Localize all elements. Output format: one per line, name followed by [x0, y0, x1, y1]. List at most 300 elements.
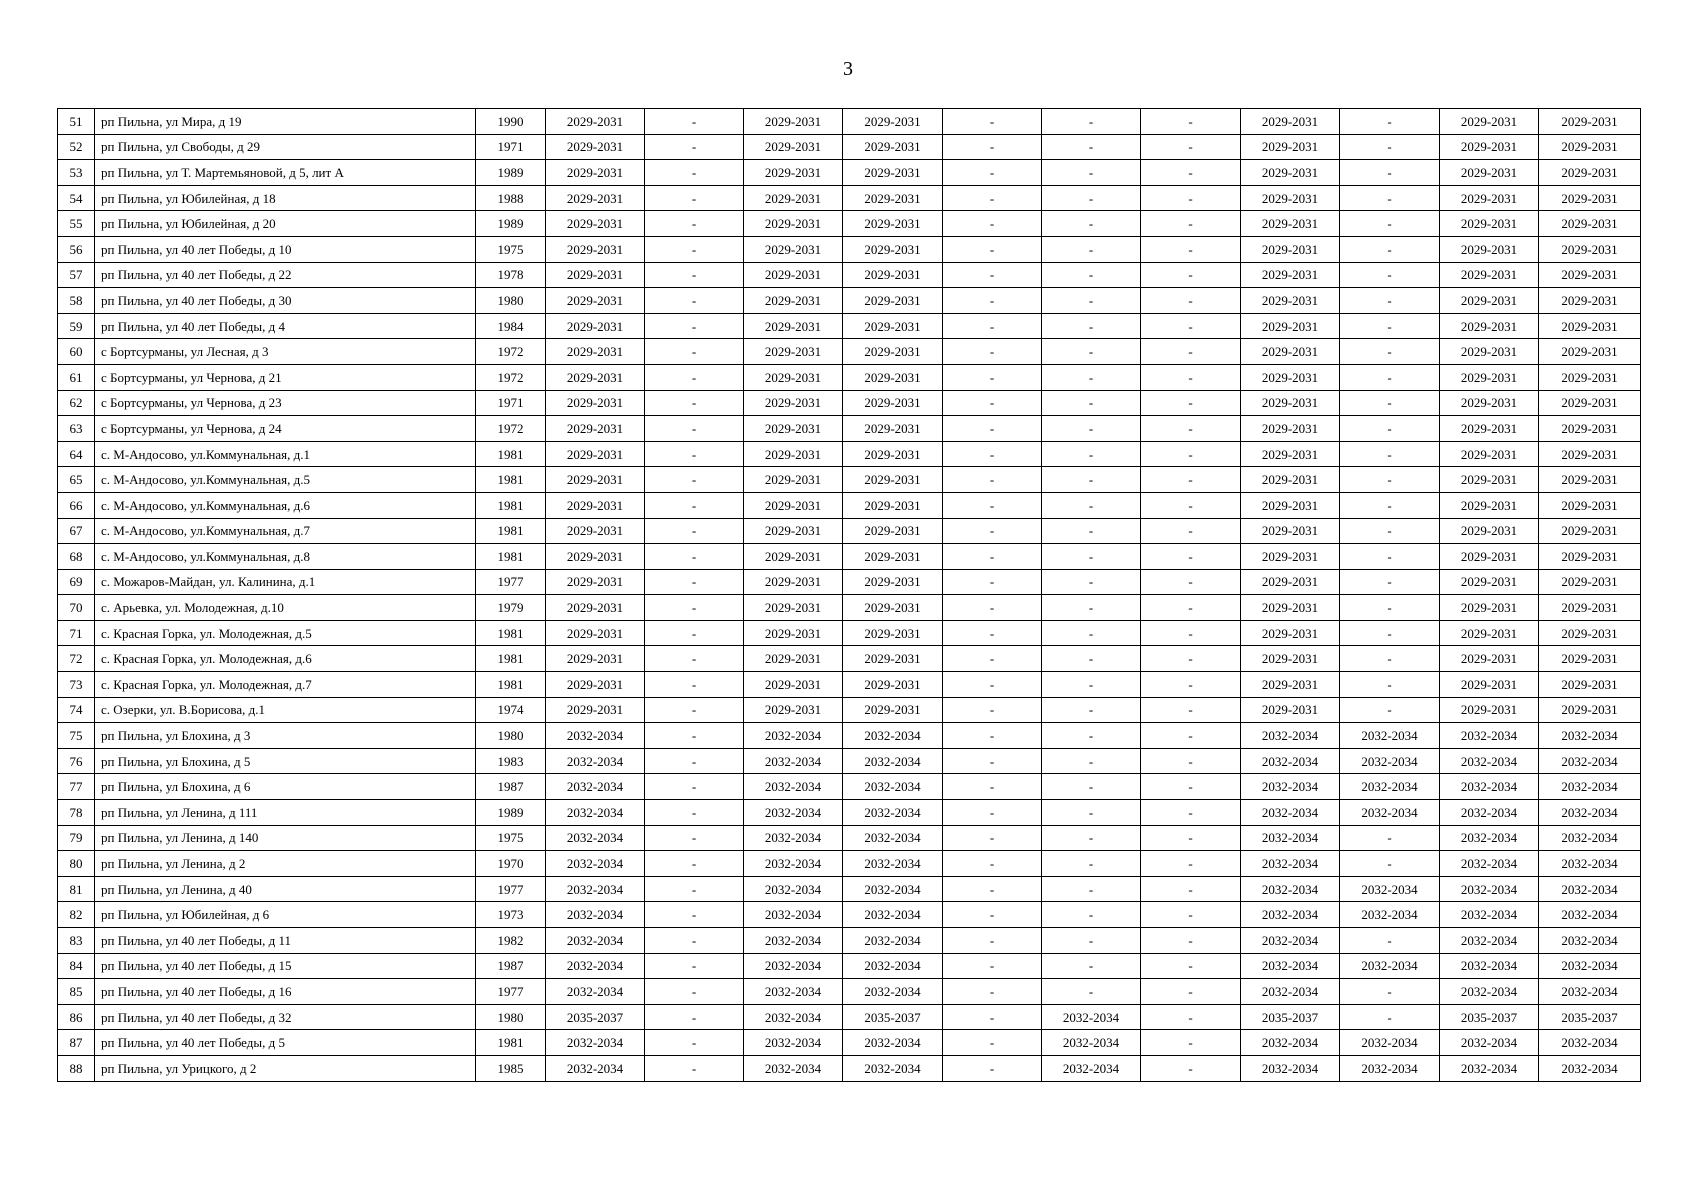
- work-period-cell-8: 2029-2031: [1241, 211, 1340, 237]
- work-period-cell-7: -: [1141, 1004, 1241, 1030]
- address-cell: с. М-Андосово, ул.Коммунальная, д.7: [95, 518, 476, 544]
- work-period-cell-6: -: [1042, 774, 1141, 800]
- work-period-cell-2: -: [645, 800, 744, 826]
- work-period-cell-2: -: [645, 236, 744, 262]
- work-period-cell-8: 2029-2031: [1241, 109, 1340, 135]
- row-number-cell: 88: [58, 1055, 95, 1081]
- table-row: [58, 672, 1641, 698]
- work-period-cell-11: 2032-2034: [1539, 902, 1641, 928]
- table-row: [58, 876, 1641, 902]
- table-row: [58, 339, 1641, 365]
- work-period-cell-1: 2029-2031: [546, 544, 645, 570]
- work-period-cell-5: -: [943, 876, 1042, 902]
- address-cell: с Бортсурманы, ул Чернова, д 24: [95, 416, 476, 442]
- work-period-cell-6: -: [1042, 595, 1141, 621]
- work-period-cell-9: 2032-2034: [1340, 902, 1440, 928]
- work-period-cell-7: -: [1141, 723, 1241, 749]
- work-period-cell-10: 2032-2034: [1440, 748, 1539, 774]
- table-row: [58, 467, 1641, 493]
- work-period-cell-4: 2029-2031: [843, 492, 943, 518]
- work-period-cell-11: 2032-2034: [1539, 825, 1641, 851]
- work-period-cell-1: 2029-2031: [546, 672, 645, 698]
- work-period-cell-2: -: [645, 262, 744, 288]
- table-row: [58, 595, 1641, 621]
- work-period-cell-9: -: [1340, 441, 1440, 467]
- work-period-cell-9: -: [1340, 672, 1440, 698]
- work-period-cell-11: 2029-2031: [1539, 646, 1641, 672]
- work-period-cell-2: -: [645, 1004, 744, 1030]
- table-row: [58, 262, 1641, 288]
- work-period-cell-10: 2029-2031: [1440, 339, 1539, 365]
- work-period-cell-1: 2032-2034: [546, 851, 645, 877]
- work-period-cell-8: 2029-2031: [1241, 288, 1340, 314]
- work-period-cell-10: 2029-2031: [1440, 364, 1539, 390]
- table-row: [58, 441, 1641, 467]
- year-built-cell: 1981: [476, 492, 546, 518]
- year-built-cell: 1987: [476, 953, 546, 979]
- work-period-cell-11: 2029-2031: [1539, 569, 1641, 595]
- work-period-cell-8: 2029-2031: [1241, 236, 1340, 262]
- work-period-cell-6: -: [1042, 953, 1141, 979]
- work-period-cell-6: -: [1042, 697, 1141, 723]
- work-period-cell-7: -: [1141, 288, 1241, 314]
- table-body: [58, 109, 1641, 1082]
- row-number-cell: 78: [58, 800, 95, 826]
- work-period-cell-7: -: [1141, 1030, 1241, 1056]
- work-period-cell-11: 2029-2031: [1539, 236, 1641, 262]
- work-period-cell-11: 2029-2031: [1539, 364, 1641, 390]
- work-period-cell-10: 2029-2031: [1440, 288, 1539, 314]
- work-period-cell-11: 2029-2031: [1539, 416, 1641, 442]
- work-period-cell-6: -: [1042, 544, 1141, 570]
- work-period-cell-1: 2029-2031: [546, 518, 645, 544]
- work-period-cell-2: -: [645, 134, 744, 160]
- row-number-cell: 84: [58, 953, 95, 979]
- work-period-cell-5: -: [943, 902, 1042, 928]
- address-cell: рп Пильна, ул 40 лет Победы, д 11: [95, 928, 476, 954]
- work-period-cell-5: -: [943, 1004, 1042, 1030]
- work-period-cell-7: -: [1141, 313, 1241, 339]
- address-cell: рп Пильна, ул Юбилейная, д 6: [95, 902, 476, 928]
- work-period-cell-11: 2029-2031: [1539, 160, 1641, 186]
- work-period-cell-9: -: [1340, 979, 1440, 1005]
- work-period-cell-7: -: [1141, 620, 1241, 646]
- work-period-cell-5: -: [943, 928, 1042, 954]
- work-period-cell-6: -: [1042, 825, 1141, 851]
- work-period-cell-9: -: [1340, 620, 1440, 646]
- work-period-cell-1: 2029-2031: [546, 134, 645, 160]
- work-period-cell-11: 2029-2031: [1539, 518, 1641, 544]
- row-number-cell: 64: [58, 441, 95, 467]
- work-period-cell-6: -: [1042, 441, 1141, 467]
- row-number-cell: 58: [58, 288, 95, 314]
- work-period-cell-3: 2029-2031: [744, 262, 843, 288]
- work-period-cell-1: 2029-2031: [546, 620, 645, 646]
- address-cell: с. М-Андосово, ул.Коммунальная, д.6: [95, 492, 476, 518]
- work-period-cell-5: -: [943, 160, 1042, 186]
- work-period-cell-6: -: [1042, 134, 1141, 160]
- table-row: [58, 313, 1641, 339]
- work-period-cell-4: 2029-2031: [843, 390, 943, 416]
- work-period-cell-3: 2032-2034: [744, 928, 843, 954]
- work-period-cell-5: -: [943, 672, 1042, 698]
- address-cell: с. Арьевка, ул. Молодежная, д.10: [95, 595, 476, 621]
- table-row: [58, 697, 1641, 723]
- work-period-cell-2: -: [645, 697, 744, 723]
- work-period-cell-7: -: [1141, 544, 1241, 570]
- work-period-cell-11: 2029-2031: [1539, 441, 1641, 467]
- work-period-cell-9: 2032-2034: [1340, 800, 1440, 826]
- year-built-cell: 1971: [476, 390, 546, 416]
- work-period-cell-1: 2032-2034: [546, 953, 645, 979]
- work-period-cell-4: 2032-2034: [843, 825, 943, 851]
- work-period-cell-9: -: [1340, 544, 1440, 570]
- work-period-cell-2: -: [645, 1055, 744, 1081]
- work-period-cell-11: 2029-2031: [1539, 288, 1641, 314]
- work-period-cell-5: -: [943, 313, 1042, 339]
- work-period-cell-1: 2029-2031: [546, 441, 645, 467]
- year-built-cell: 1981: [476, 467, 546, 493]
- table-row: [58, 723, 1641, 749]
- work-period-cell-10: 2032-2034: [1440, 928, 1539, 954]
- work-period-cell-2: -: [645, 979, 744, 1005]
- work-period-cell-7: -: [1141, 185, 1241, 211]
- table-row: [58, 1055, 1641, 1081]
- work-period-cell-3: 2029-2031: [744, 313, 843, 339]
- table-row: [58, 236, 1641, 262]
- work-period-cell-2: -: [645, 544, 744, 570]
- work-period-cell-10: 2032-2034: [1440, 723, 1539, 749]
- work-period-cell-2: -: [645, 646, 744, 672]
- address-cell: рп Пильна, ул 40 лет Победы, д 15: [95, 953, 476, 979]
- work-period-cell-3: 2032-2034: [744, 825, 843, 851]
- work-period-cell-3: 2029-2031: [744, 467, 843, 493]
- work-period-cell-11: 2032-2034: [1539, 748, 1641, 774]
- work-period-cell-10: 2029-2031: [1440, 569, 1539, 595]
- work-period-cell-4: 2032-2034: [843, 1055, 943, 1081]
- work-period-cell-9: -: [1340, 339, 1440, 365]
- address-cell: рп Пильна, ул Свободы, д 29: [95, 134, 476, 160]
- row-number-cell: 66: [58, 492, 95, 518]
- row-number-cell: 69: [58, 569, 95, 595]
- work-period-cell-10: 2029-2031: [1440, 697, 1539, 723]
- address-cell: рп Пильна, ул Блохина, д 6: [95, 774, 476, 800]
- work-period-cell-8: 2032-2034: [1241, 800, 1340, 826]
- work-period-cell-3: 2029-2031: [744, 672, 843, 698]
- work-period-cell-3: 2032-2034: [744, 1055, 843, 1081]
- work-period-cell-4: 2029-2031: [843, 160, 943, 186]
- row-number-cell: 74: [58, 697, 95, 723]
- address-cell: с. М-Андосово, ул.Коммунальная, д.5: [95, 467, 476, 493]
- work-period-cell-7: -: [1141, 979, 1241, 1005]
- work-period-cell-9: -: [1340, 134, 1440, 160]
- work-period-cell-8: 2032-2034: [1241, 748, 1340, 774]
- work-period-cell-4: 2032-2034: [843, 876, 943, 902]
- work-period-cell-9: -: [1340, 1004, 1440, 1030]
- work-period-cell-6: -: [1042, 876, 1141, 902]
- work-period-cell-7: -: [1141, 467, 1241, 493]
- work-period-cell-5: -: [943, 620, 1042, 646]
- work-period-cell-4: 2032-2034: [843, 851, 943, 877]
- work-period-cell-6: -: [1042, 620, 1141, 646]
- work-period-cell-7: -: [1141, 646, 1241, 672]
- work-period-cell-9: -: [1340, 160, 1440, 186]
- work-period-cell-9: -: [1340, 236, 1440, 262]
- work-period-cell-3: 2029-2031: [744, 236, 843, 262]
- work-period-cell-6: -: [1042, 748, 1141, 774]
- work-period-cell-10: 2032-2034: [1440, 876, 1539, 902]
- work-period-cell-4: 2029-2031: [843, 544, 943, 570]
- work-period-cell-3: 2029-2031: [744, 595, 843, 621]
- address-cell: рп Пильна, ул Т. Мартемьяновой, д 5, лит А: [95, 160, 476, 186]
- address-cell: рп Пильна, ул 40 лет Победы, д 16: [95, 979, 476, 1005]
- work-period-cell-3: 2032-2034: [744, 774, 843, 800]
- table-row: [58, 748, 1641, 774]
- work-period-cell-1: 2029-2031: [546, 467, 645, 493]
- work-period-cell-11: 2029-2031: [1539, 134, 1641, 160]
- work-period-cell-10: 2029-2031: [1440, 236, 1539, 262]
- work-period-cell-6: -: [1042, 211, 1141, 237]
- address-cell: рп Пильна, ул 40 лет Победы, д 22: [95, 262, 476, 288]
- work-period-cell-2: -: [645, 160, 744, 186]
- work-period-cell-7: -: [1141, 595, 1241, 621]
- work-period-cell-2: -: [645, 723, 744, 749]
- work-period-cell-6: -: [1042, 646, 1141, 672]
- work-period-cell-4: 2029-2031: [843, 697, 943, 723]
- year-built-cell: 1981: [476, 441, 546, 467]
- work-period-cell-6: -: [1042, 416, 1141, 442]
- work-period-cell-4: 2029-2031: [843, 595, 943, 621]
- work-period-cell-3: 2029-2031: [744, 544, 843, 570]
- address-cell: рп Пильна, ул Ленина, д 2: [95, 851, 476, 877]
- year-built-cell: 1972: [476, 339, 546, 365]
- address-cell: рп Пильна, ул 40 лет Победы, д 5: [95, 1030, 476, 1056]
- year-built-cell: 1970: [476, 851, 546, 877]
- work-period-cell-8: 2035-2037: [1241, 1004, 1340, 1030]
- table-row: [58, 390, 1641, 416]
- work-period-cell-8: 2029-2031: [1241, 262, 1340, 288]
- work-period-cell-7: -: [1141, 774, 1241, 800]
- work-period-cell-3: 2029-2031: [744, 620, 843, 646]
- work-period-cell-6: -: [1042, 236, 1141, 262]
- work-period-cell-3: 2032-2034: [744, 902, 843, 928]
- work-period-cell-7: -: [1141, 825, 1241, 851]
- page-number: 3: [843, 58, 853, 80]
- work-period-cell-7: -: [1141, 800, 1241, 826]
- work-period-cell-3: 2029-2031: [744, 416, 843, 442]
- work-period-cell-4: 2032-2034: [843, 902, 943, 928]
- work-period-cell-7: -: [1141, 876, 1241, 902]
- work-period-cell-9: 2032-2034: [1340, 1030, 1440, 1056]
- work-period-cell-4: 2029-2031: [843, 134, 943, 160]
- work-period-cell-11: 2029-2031: [1539, 262, 1641, 288]
- work-period-cell-7: -: [1141, 569, 1241, 595]
- work-period-cell-5: -: [943, 211, 1042, 237]
- work-period-cell-4: 2032-2034: [843, 723, 943, 749]
- row-number-cell: 65: [58, 467, 95, 493]
- work-period-cell-11: 2029-2031: [1539, 109, 1641, 135]
- row-number-cell: 67: [58, 518, 95, 544]
- address-cell: с. Красная Горка, ул. Молодежная, д.7: [95, 672, 476, 698]
- work-period-cell-3: 2029-2031: [744, 441, 843, 467]
- work-period-cell-11: 2032-2034: [1539, 851, 1641, 877]
- work-period-cell-8: 2029-2031: [1241, 595, 1340, 621]
- work-period-cell-9: -: [1340, 467, 1440, 493]
- work-period-cell-3: 2029-2031: [744, 211, 843, 237]
- work-period-cell-3: 2029-2031: [744, 185, 843, 211]
- work-period-cell-8: 2032-2034: [1241, 723, 1340, 749]
- year-built-cell: 1982: [476, 928, 546, 954]
- work-period-cell-9: -: [1340, 288, 1440, 314]
- work-period-cell-10: 2029-2031: [1440, 109, 1539, 135]
- year-built-cell: 1985: [476, 1055, 546, 1081]
- work-period-cell-2: -: [645, 518, 744, 544]
- work-period-cell-7: -: [1141, 339, 1241, 365]
- repair-schedule-table: [57, 108, 1641, 1082]
- work-period-cell-4: 2029-2031: [843, 569, 943, 595]
- table-row: [58, 211, 1641, 237]
- work-period-cell-6: -: [1042, 262, 1141, 288]
- address-cell: рп Пильна, ул Мира, д 19: [95, 109, 476, 135]
- work-period-cell-11: 2029-2031: [1539, 339, 1641, 365]
- work-period-cell-10: 2032-2034: [1440, 774, 1539, 800]
- work-period-cell-2: -: [645, 364, 744, 390]
- work-period-cell-1: 2029-2031: [546, 262, 645, 288]
- work-period-cell-8: 2029-2031: [1241, 672, 1340, 698]
- work-period-cell-3: 2029-2031: [744, 160, 843, 186]
- address-cell: с. Можаров-Майдан, ул. Калинина, д.1: [95, 569, 476, 595]
- work-period-cell-5: -: [943, 646, 1042, 672]
- work-period-cell-5: -: [943, 569, 1042, 595]
- work-period-cell-11: 2029-2031: [1539, 544, 1641, 570]
- work-period-cell-2: -: [645, 672, 744, 698]
- row-number-cell: 55: [58, 211, 95, 237]
- work-period-cell-2: -: [645, 595, 744, 621]
- work-period-cell-10: 2032-2034: [1440, 979, 1539, 1005]
- work-period-cell-1: 2032-2034: [546, 723, 645, 749]
- work-period-cell-1: 2029-2031: [546, 109, 645, 135]
- work-period-cell-3: 2029-2031: [744, 288, 843, 314]
- work-period-cell-9: 2032-2034: [1340, 774, 1440, 800]
- work-period-cell-5: -: [943, 697, 1042, 723]
- table-row: [58, 518, 1641, 544]
- work-period-cell-10: 2029-2031: [1440, 134, 1539, 160]
- row-number-cell: 75: [58, 723, 95, 749]
- work-period-cell-9: -: [1340, 492, 1440, 518]
- table-row: [58, 569, 1641, 595]
- year-built-cell: 1983: [476, 748, 546, 774]
- work-period-cell-9: -: [1340, 390, 1440, 416]
- work-period-cell-8: 2029-2031: [1241, 518, 1340, 544]
- work-period-cell-4: 2032-2034: [843, 928, 943, 954]
- work-period-cell-9: -: [1340, 569, 1440, 595]
- table-row: [58, 825, 1641, 851]
- work-period-cell-11: 2032-2034: [1539, 979, 1641, 1005]
- work-period-cell-9: -: [1340, 518, 1440, 544]
- work-period-cell-10: 2029-2031: [1440, 262, 1539, 288]
- work-period-cell-8: 2029-2031: [1241, 646, 1340, 672]
- work-period-cell-6: -: [1042, 902, 1141, 928]
- work-period-cell-6: -: [1042, 313, 1141, 339]
- work-period-cell-11: 2035-2037: [1539, 1004, 1641, 1030]
- work-period-cell-4: 2029-2031: [843, 646, 943, 672]
- work-period-cell-9: -: [1340, 109, 1440, 135]
- address-cell: с. Озерки, ул. В.Борисова, д.1: [95, 697, 476, 723]
- address-cell: с. М-Андосово, ул.Коммунальная, д.8: [95, 544, 476, 570]
- year-built-cell: 1981: [476, 1030, 546, 1056]
- work-period-cell-5: -: [943, 262, 1042, 288]
- row-number-cell: 79: [58, 825, 95, 851]
- work-period-cell-6: -: [1042, 364, 1141, 390]
- work-period-cell-2: -: [645, 109, 744, 135]
- work-period-cell-1: 2029-2031: [546, 339, 645, 365]
- row-number-cell: 76: [58, 748, 95, 774]
- address-cell: рп Пильна, ул Урицкого, д 2: [95, 1055, 476, 1081]
- work-period-cell-5: -: [943, 748, 1042, 774]
- row-number-cell: 56: [58, 236, 95, 262]
- table-row: [58, 134, 1641, 160]
- work-period-cell-7: -: [1141, 416, 1241, 442]
- work-period-cell-1: 2032-2034: [546, 1055, 645, 1081]
- work-period-cell-6: -: [1042, 160, 1141, 186]
- year-built-cell: 1980: [476, 1004, 546, 1030]
- work-period-cell-11: 2029-2031: [1539, 620, 1641, 646]
- work-period-cell-9: -: [1340, 851, 1440, 877]
- work-period-cell-8: 2029-2031: [1241, 416, 1340, 442]
- work-period-cell-3: 2029-2031: [744, 697, 843, 723]
- work-period-cell-5: -: [943, 416, 1042, 442]
- row-number-cell: 82: [58, 902, 95, 928]
- address-cell: рп Пильна, ул Юбилейная, д 18: [95, 185, 476, 211]
- work-period-cell-10: 2029-2031: [1440, 518, 1539, 544]
- work-period-cell-10: 2029-2031: [1440, 672, 1539, 698]
- work-period-cell-3: 2029-2031: [744, 109, 843, 135]
- work-period-cell-8: 2032-2034: [1241, 928, 1340, 954]
- work-period-cell-5: -: [943, 825, 1042, 851]
- work-period-cell-5: -: [943, 518, 1042, 544]
- year-built-cell: 1972: [476, 364, 546, 390]
- work-period-cell-2: -: [645, 441, 744, 467]
- work-period-cell-4: 2029-2031: [843, 185, 943, 211]
- work-period-cell-3: 2029-2031: [744, 339, 843, 365]
- work-period-cell-2: -: [645, 313, 744, 339]
- work-period-cell-11: 2029-2031: [1539, 211, 1641, 237]
- row-number-cell: 53: [58, 160, 95, 186]
- row-number-cell: 81: [58, 876, 95, 902]
- work-period-cell-4: 2029-2031: [843, 288, 943, 314]
- address-cell: с. М-Андосово, ул.Коммунальная, д.1: [95, 441, 476, 467]
- work-period-cell-11: 2032-2034: [1539, 1030, 1641, 1056]
- address-cell: рп Пильна, ул Ленина, д 140: [95, 825, 476, 851]
- work-period-cell-7: -: [1141, 953, 1241, 979]
- work-period-cell-7: -: [1141, 364, 1241, 390]
- address-cell: рп Пильна, ул Ленина, д 111: [95, 800, 476, 826]
- work-period-cell-8: 2032-2034: [1241, 851, 1340, 877]
- work-period-cell-5: -: [943, 774, 1042, 800]
- work-period-cell-1: 2029-2031: [546, 288, 645, 314]
- work-period-cell-5: -: [943, 953, 1042, 979]
- work-period-cell-10: 2032-2034: [1440, 1055, 1539, 1081]
- work-period-cell-4: 2029-2031: [843, 467, 943, 493]
- address-cell: рп Пильна, ул Ленина, д 40: [95, 876, 476, 902]
- work-period-cell-1: 2029-2031: [546, 390, 645, 416]
- work-period-cell-1: 2029-2031: [546, 646, 645, 672]
- row-number-cell: 87: [58, 1030, 95, 1056]
- work-period-cell-1: 2029-2031: [546, 416, 645, 442]
- work-period-cell-8: 2032-2034: [1241, 774, 1340, 800]
- work-period-cell-7: -: [1141, 748, 1241, 774]
- work-period-cell-2: -: [645, 851, 744, 877]
